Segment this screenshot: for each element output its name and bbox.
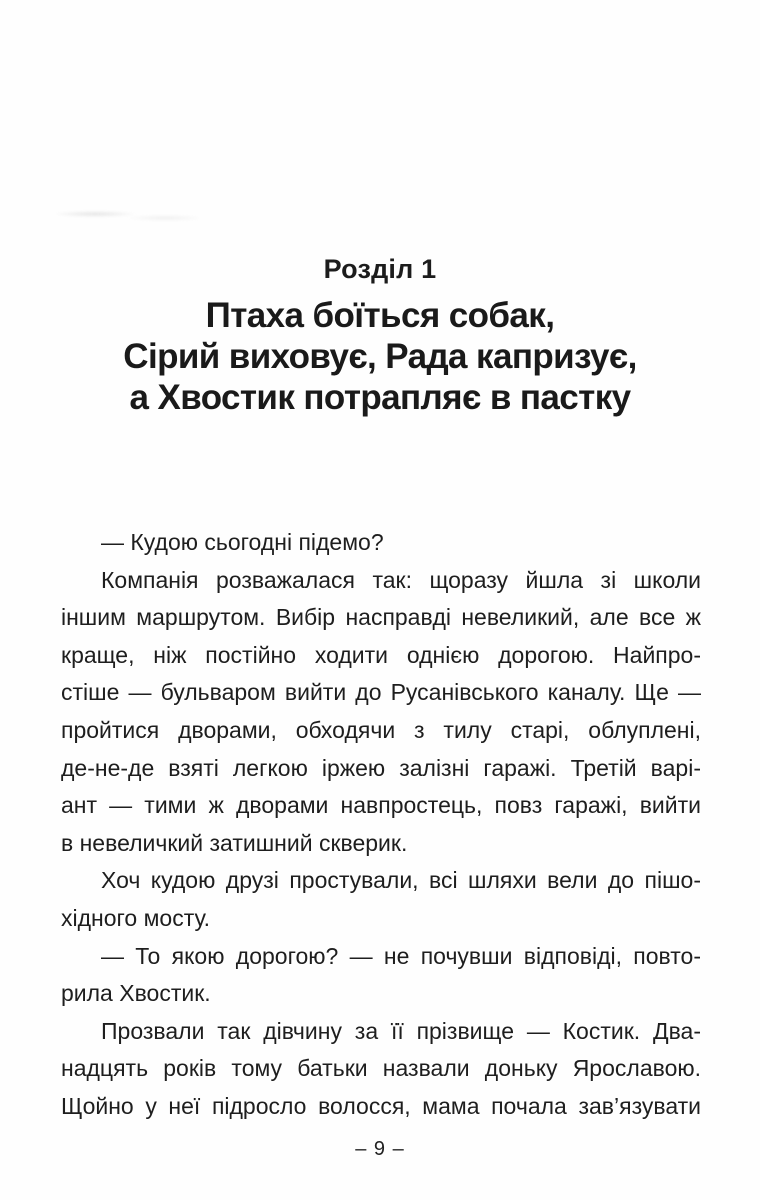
text-line: хідного мосту. (61, 904, 211, 931)
paragraph (61, 524, 701, 562)
text-line: в невеличкий затишний скверик. (61, 829, 408, 856)
text-line: рила Хвостик. (61, 980, 211, 1007)
page-number: – 9 – (355, 1138, 405, 1160)
text-line: ант — тими ж дворами навпростець, повз гаражі, вийти (61, 792, 701, 819)
text-line: пройтися дворами, обходячи з тилу старі, облуплені, (61, 716, 701, 743)
paragraph (61, 1013, 701, 1126)
paragraph (61, 938, 701, 1013)
text-line: — То якою дорогою? — не почувши відповіді, повто- (101, 942, 701, 969)
chapter-title (0, 295, 760, 418)
text-line: де-не-де взяті легкою іржею залізні гаражі. Третій варі- (61, 754, 701, 781)
text-line: іншим маршрутом. Вибір насправді невеликий, але все ж (61, 604, 701, 631)
chapter-label: Розділ 1 (323, 254, 437, 284)
chapter-title-line: а Хвостик потрапляє в пастку (129, 378, 631, 417)
text-line: — Кудою сьогодні підемо? (101, 529, 384, 555)
scan-smudge (55, 208, 200, 224)
text-line: надцять років тому батьки назвали доньку Ярославою. (61, 1055, 701, 1082)
text-line: Хоч кудою друзі простували, всі шляхи вели до пішо- (101, 867, 701, 894)
body-text (61, 524, 701, 1126)
chapter-title-line: Птаха боїться собак, (205, 296, 555, 335)
chapter-title-line: Сірий виховує, Рада капризує, (123, 337, 637, 376)
text-line: Прозвали так дівчину за її прізвище — Костик. Два- (101, 1017, 701, 1044)
paragraph (61, 562, 701, 863)
text-line: краще, ніж постійно ходити однією дорогою. Найпро- (61, 641, 701, 668)
text-line: Компанія розважалася так: щоразу йшла зі школи (101, 566, 701, 593)
text-line: Щойно у неї підросло волосся, мама почала зав’язувати (61, 1092, 701, 1119)
text-line: стіше — бульваром вийти до Русанівського каналу. Ще — (61, 679, 701, 706)
paragraph (61, 862, 701, 937)
